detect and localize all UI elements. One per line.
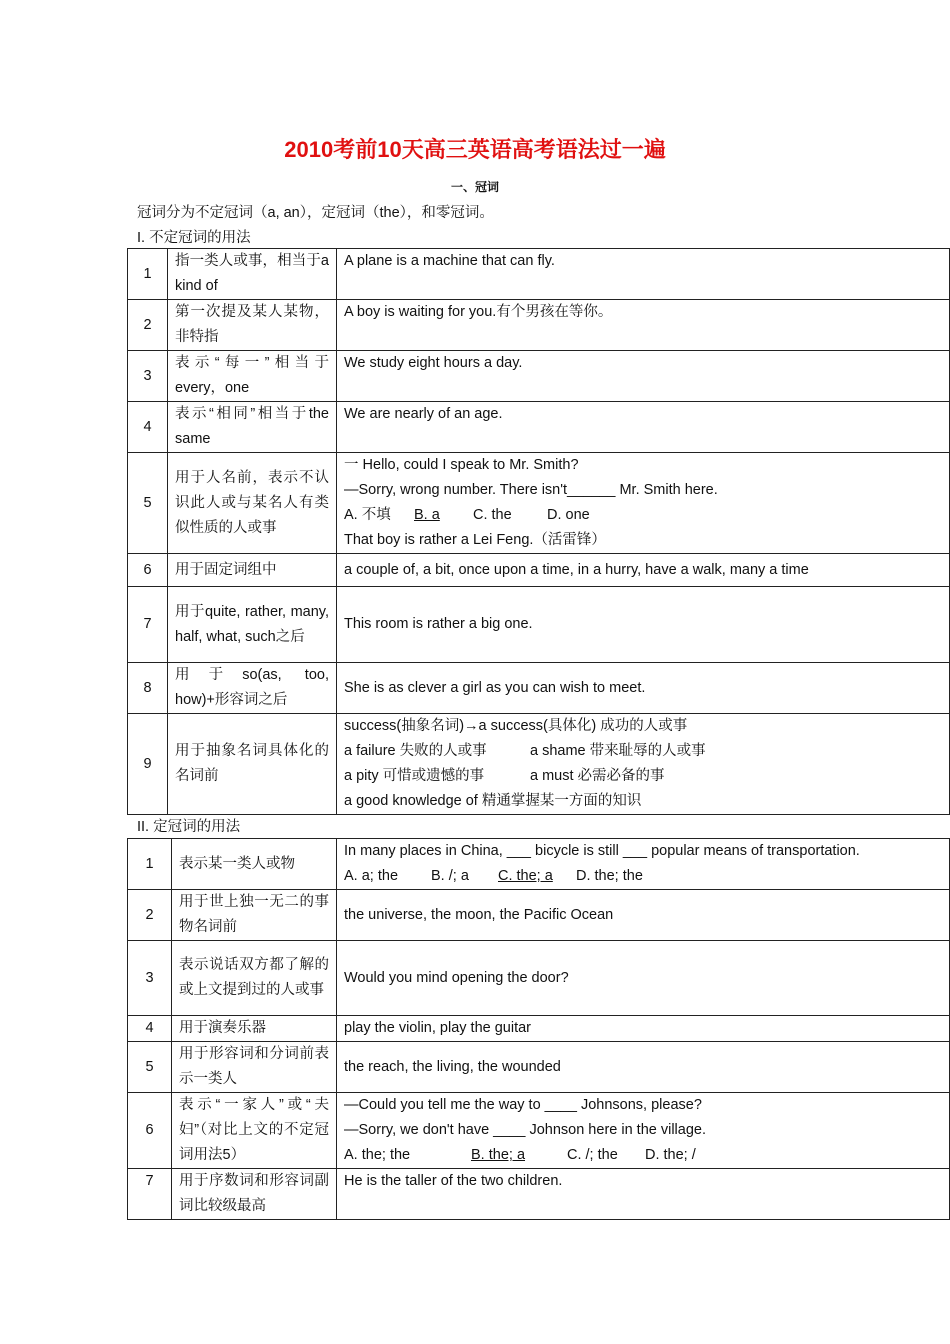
table-row xyxy=(128,941,950,1016)
row-number: 1 xyxy=(128,249,168,300)
row-number: 6 xyxy=(128,554,168,587)
definite-article-table xyxy=(127,838,950,1220)
example-pair xyxy=(344,739,942,764)
option-c: C. the xyxy=(473,507,512,523)
row-number: 3 xyxy=(128,941,172,1016)
example-text: She is as clever a girl as you can wish to meet. xyxy=(337,663,950,714)
option-c-correct: C. the; a xyxy=(498,868,553,884)
usage-description: 用于quite, rather, many, half, what, such之后 xyxy=(168,587,337,663)
table-row xyxy=(128,890,950,941)
option-a: A. 不填 xyxy=(344,507,391,523)
usage-description: 用于so(as, too, how)+形容词之后 xyxy=(168,663,337,714)
example-text: We study eight hours a day. xyxy=(337,351,950,402)
dialogue-line: —Sorry, wrong number. There isn't______ Mr. Smith here. xyxy=(344,482,718,498)
option-c: C. /; the xyxy=(567,1147,618,1163)
example-cell xyxy=(337,839,950,890)
example-text: In many places in China, ___ bicycle is still ___ popular means of transportation. xyxy=(344,843,860,859)
row-number: 7 xyxy=(128,1169,172,1220)
table-row xyxy=(128,1016,950,1042)
usage-description: 指一类人或事，相当于a kind of xyxy=(168,249,337,300)
usage-description: 用于序数词和形容词副词比较级最高 xyxy=(172,1169,337,1220)
usage-description: 表示“每一”相当于every，one xyxy=(168,351,337,402)
usage-description: 表示“相同”相当于the same xyxy=(168,402,337,453)
option-d: D. one xyxy=(547,507,590,523)
intro-text: 冠词分为不定冠词（a, an），定冠词（the），和零冠词。 xyxy=(137,205,494,221)
table-row xyxy=(128,554,950,587)
example-pair xyxy=(344,764,942,789)
answer-options xyxy=(344,503,942,528)
example-text: A boy is waiting for you.有个男孩在等你。 xyxy=(337,300,950,351)
row-number: 1 xyxy=(128,839,172,890)
usage-description: 表示“一家人”或“夫妇”（对比上文的不定冠词用法5） xyxy=(172,1093,337,1169)
row-number: 6 xyxy=(128,1093,172,1169)
table-row xyxy=(128,1169,950,1220)
option-d: D. the; / xyxy=(645,1147,696,1163)
row-number: 3 xyxy=(128,351,168,402)
example-text: He is the taller of the two children. xyxy=(337,1169,950,1220)
option-a: A. a; the xyxy=(344,868,399,884)
indefinite-article-table xyxy=(127,248,950,815)
example-item: a shame 带来耻辱的人或事 xyxy=(530,743,706,759)
row-number: 4 xyxy=(128,1016,172,1042)
example-cell xyxy=(337,1093,950,1169)
usage-description: 用于固定词组中 xyxy=(168,554,337,587)
usage-description: 表示说话双方都了解的或上文提到过的人或事 xyxy=(172,941,337,1016)
example-text: We are nearly of an age. xyxy=(337,402,950,453)
usage-description: 用于人名前，表示不认识此人或与某名人有类似性质的人或事 xyxy=(168,453,337,554)
example-text: Would you mind opening the door? xyxy=(337,941,950,1016)
row-number: 9 xyxy=(128,714,168,815)
page-title: 2010考前10天高三英语高考语法过一遍 xyxy=(284,137,666,162)
example-text: This room is rather a big one. xyxy=(337,587,950,663)
example-text: a good knowledge of 精通掌握某一方面的知识 xyxy=(344,793,642,809)
row-number: 2 xyxy=(128,890,172,941)
section-heading: 一、冠词 xyxy=(450,180,499,194)
indefinite-heading: I. 不定冠词的用法 xyxy=(137,230,251,246)
usage-description: 用于抽象名词具体化的名词前 xyxy=(168,714,337,815)
table-row xyxy=(128,1042,950,1093)
row-number: 5 xyxy=(128,1042,172,1093)
table-row xyxy=(128,453,950,554)
table-row xyxy=(128,663,950,714)
table-row xyxy=(128,249,950,300)
table-row xyxy=(128,587,950,663)
table-row xyxy=(128,1093,950,1169)
table-row xyxy=(128,351,950,402)
answer-options xyxy=(344,1143,942,1168)
option-a: A. the; the xyxy=(344,1147,411,1163)
row-number: 7 xyxy=(128,587,168,663)
table-row xyxy=(128,300,950,351)
usage-description: 用于世上独一无二的事物名词前 xyxy=(172,890,337,941)
table-row xyxy=(128,714,950,815)
table-row xyxy=(128,402,950,453)
row-number: 2 xyxy=(128,300,168,351)
usage-description: 用于演奏乐器 xyxy=(172,1016,337,1042)
example-text: the reach, the living, the wounded xyxy=(337,1042,950,1093)
table-row xyxy=(128,839,950,890)
example-text: a couple of, a bit, once upon a time, in a hurry, have a walk, many a time xyxy=(337,554,950,587)
usage-description: 第一次提及某人某物，非特指 xyxy=(168,300,337,351)
definite-heading: II. 定冠词的用法 xyxy=(137,819,241,835)
example-cell xyxy=(337,714,950,815)
row-number: 4 xyxy=(128,402,168,453)
example-item: a failure 失败的人或事 xyxy=(344,743,487,759)
example-text: success(抽象名词)→a success(具体化) 成功的人或事 xyxy=(344,718,688,734)
row-number: 8 xyxy=(128,663,168,714)
option-d: D. the; the xyxy=(576,868,643,884)
example-text: the universe, the moon, the Pacific Ocean xyxy=(337,890,950,941)
example-item: a pity 可惜或遗憾的事 xyxy=(344,768,485,784)
example-item: a must 必需必备的事 xyxy=(530,768,665,784)
usage-description: 用于形容词和分词前表示一类人 xyxy=(172,1042,337,1093)
dialogue-line: —Could you tell me the way to ____ Johnsons, please? xyxy=(344,1097,702,1113)
dialogue-line: —Sorry, we don't have ____ Johnson here in the village. xyxy=(344,1122,706,1138)
example-text: A plane is a machine that can fly. xyxy=(337,249,950,300)
option-b: B. /; a xyxy=(431,868,469,884)
example-cell xyxy=(337,453,950,554)
option-b-correct: B. the; a xyxy=(471,1147,526,1163)
example-text: play the violin, play the guitar xyxy=(337,1016,950,1042)
option-b-correct: B. a xyxy=(414,507,440,523)
dialogue-line: 一 Hello, could I speak to Mr. Smith? xyxy=(344,457,579,473)
example-text: That boy is rather a Lei Feng.（活雷锋） xyxy=(344,532,606,548)
answer-options xyxy=(344,864,942,889)
usage-description: 表示某一类人或物 xyxy=(172,839,337,890)
row-number: 5 xyxy=(128,453,168,554)
